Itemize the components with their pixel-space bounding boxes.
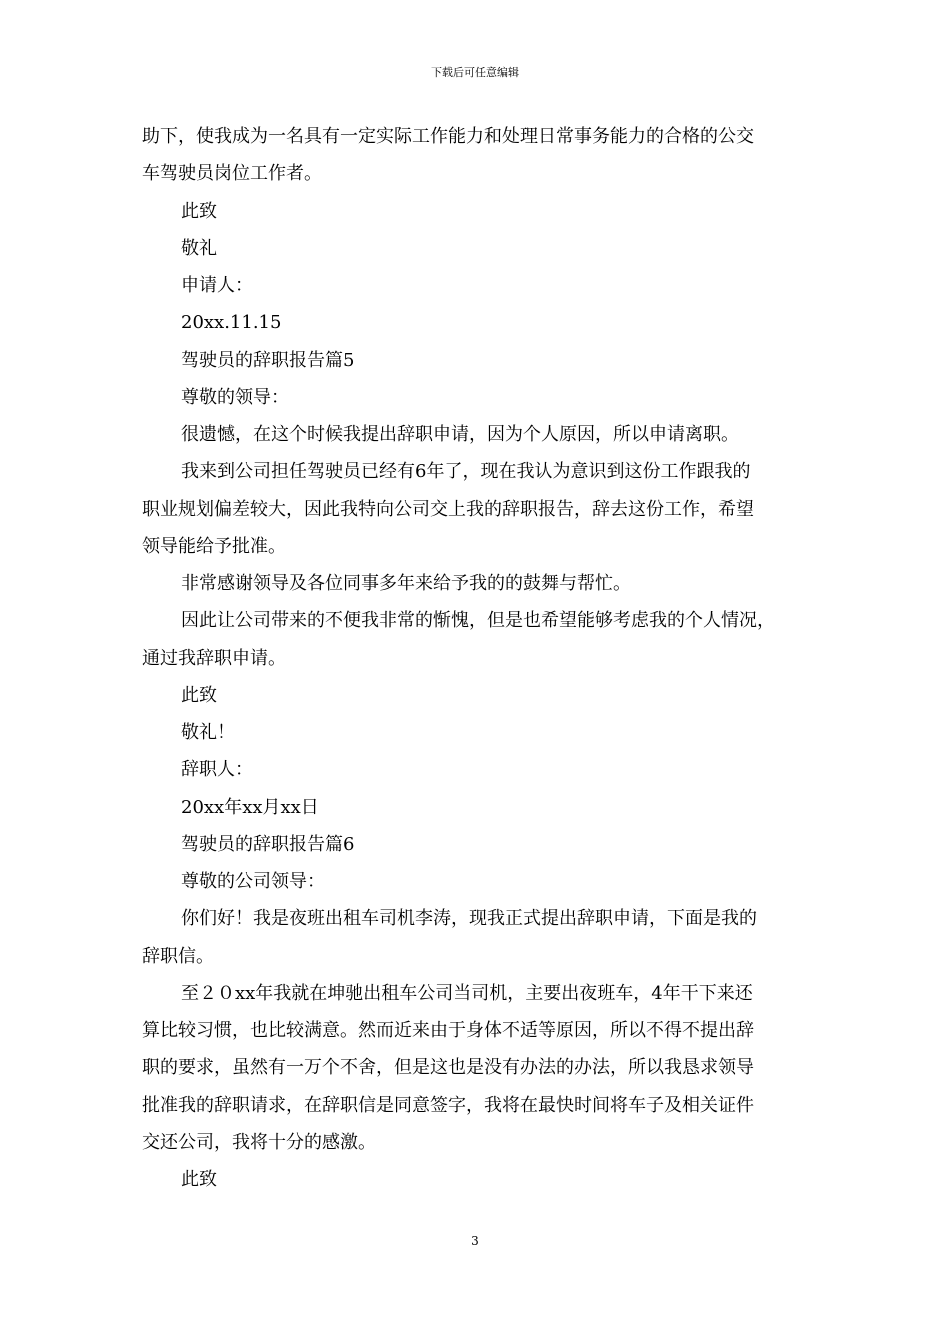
body-line: 此致	[181, 200, 217, 222]
body-line: 此致	[181, 684, 217, 706]
body-line: 尊敬的领导：	[181, 386, 289, 408]
body-line: 助下，使我成为一名具有一定实际工作能力和处理日常事务能力的合格的公交	[142, 126, 754, 147]
body-line: 此致	[181, 1169, 217, 1190]
body-line: 驾驶员的辞职报告篇5	[181, 349, 355, 371]
body-line: 驾驶员的辞职报告篇6	[181, 833, 355, 855]
document-body	[142, 118, 814, 1198]
body-line: 20xx年xx月xx日	[181, 796, 319, 818]
body-line: 职业规划偏差较大，因此我特向公司交上我的辞职报告，辞去这份工作，希望	[142, 498, 754, 520]
page-number: 3	[471, 1234, 479, 1248]
page-header-note: 下载后可任意编辑	[431, 66, 519, 79]
body-line: 敬礼！	[181, 722, 235, 743]
body-line: 我来到公司担任驾驶员已经有6年了，现在我认为意识到这份工作跟我的	[181, 461, 751, 483]
body-line: 领导能给予批准。	[142, 535, 286, 557]
body-line: 批准我的辞职请求，在辞职信是同意签字，我将在最快时间将车子及相关证件	[142, 1094, 754, 1116]
body-line: 至２０xx年我就在坤驰出租车公司当司机，主要出夜班车，4年干下来还	[181, 982, 753, 1004]
body-line: 尊敬的公司领导：	[181, 871, 325, 892]
body-line: 车驾驶员岗位工作者。	[142, 163, 322, 185]
body-line: 申请人：	[181, 275, 253, 296]
body-line: 20xx.11.15	[181, 312, 282, 334]
body-line: 非常感谢领导及各位同事多年来给予我的的鼓舞与帮忙。	[181, 573, 631, 594]
body-line: 职的要求，虽然有一万个不舍，但是这也是没有办法的办法，所以我恳求领导	[142, 1057, 754, 1079]
body-line: 辞职人：	[181, 759, 253, 781]
body-line: 算比较习惯，也比较满意。然而近来由于身体不适等原因，所以不得不提出辞	[142, 1020, 754, 1041]
body-line: 因此让公司带来的不便我非常的惭愧，但是也希望能够考虑我的个人情况，	[181, 610, 775, 632]
body-line: 交还公司，我将十分的感激。	[142, 1131, 376, 1153]
body-line: 辞职信。	[142, 945, 214, 967]
body-line: 通过我辞职申请。	[142, 647, 286, 669]
body-line: 敬礼	[181, 237, 217, 259]
body-line: 你们好！我是夜班出租车司机李涛，现我正式提出辞职申请，下面是我的	[181, 908, 757, 930]
body-line: 很遗憾，在这个时候我提出辞职申请，因为个人原因，所以申请离职。	[181, 424, 739, 445]
